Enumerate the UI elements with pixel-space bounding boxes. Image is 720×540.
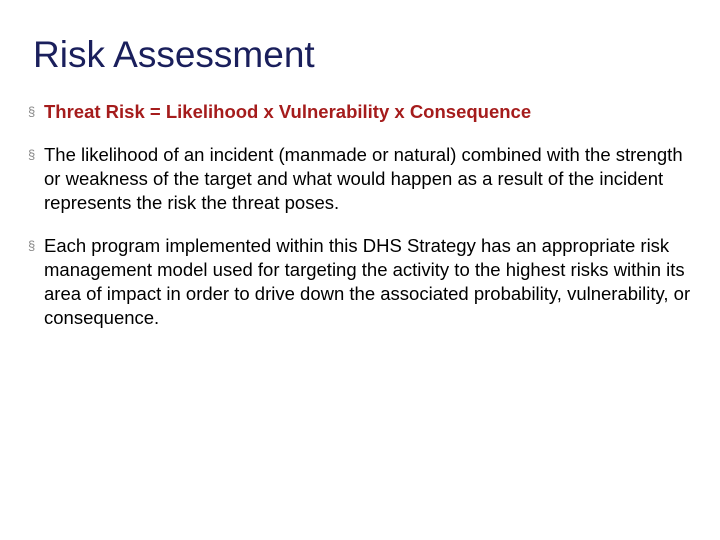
bullet-item-formula xyxy=(28,100,698,124)
bullet-marker-icon: § xyxy=(28,238,36,253)
bullet-text: The likelihood of an incident (manmade or natural) combined with the strength or weakness of the target and what would happen as a result of the incident represents the risk the threat poses. xyxy=(44,144,683,213)
bullet-marker-icon: § xyxy=(28,147,36,162)
bullet-text: Each program implemented within this DHS Strategy has an appropriate risk management model used for targeting the activity to the highest risks within its area of impact in order to drive down the associated probability, vulnerability, or consequence. xyxy=(44,235,691,328)
bullet-item-likelihood xyxy=(28,143,698,215)
slide-title: Risk Assessment xyxy=(33,34,315,75)
bullet-item-program xyxy=(28,234,698,330)
bullet-marker-icon: § xyxy=(28,104,36,119)
bullet-text: Threat Risk = Likelihood x Vulnerability x Consequence xyxy=(44,101,532,122)
bullet-list xyxy=(28,100,698,349)
